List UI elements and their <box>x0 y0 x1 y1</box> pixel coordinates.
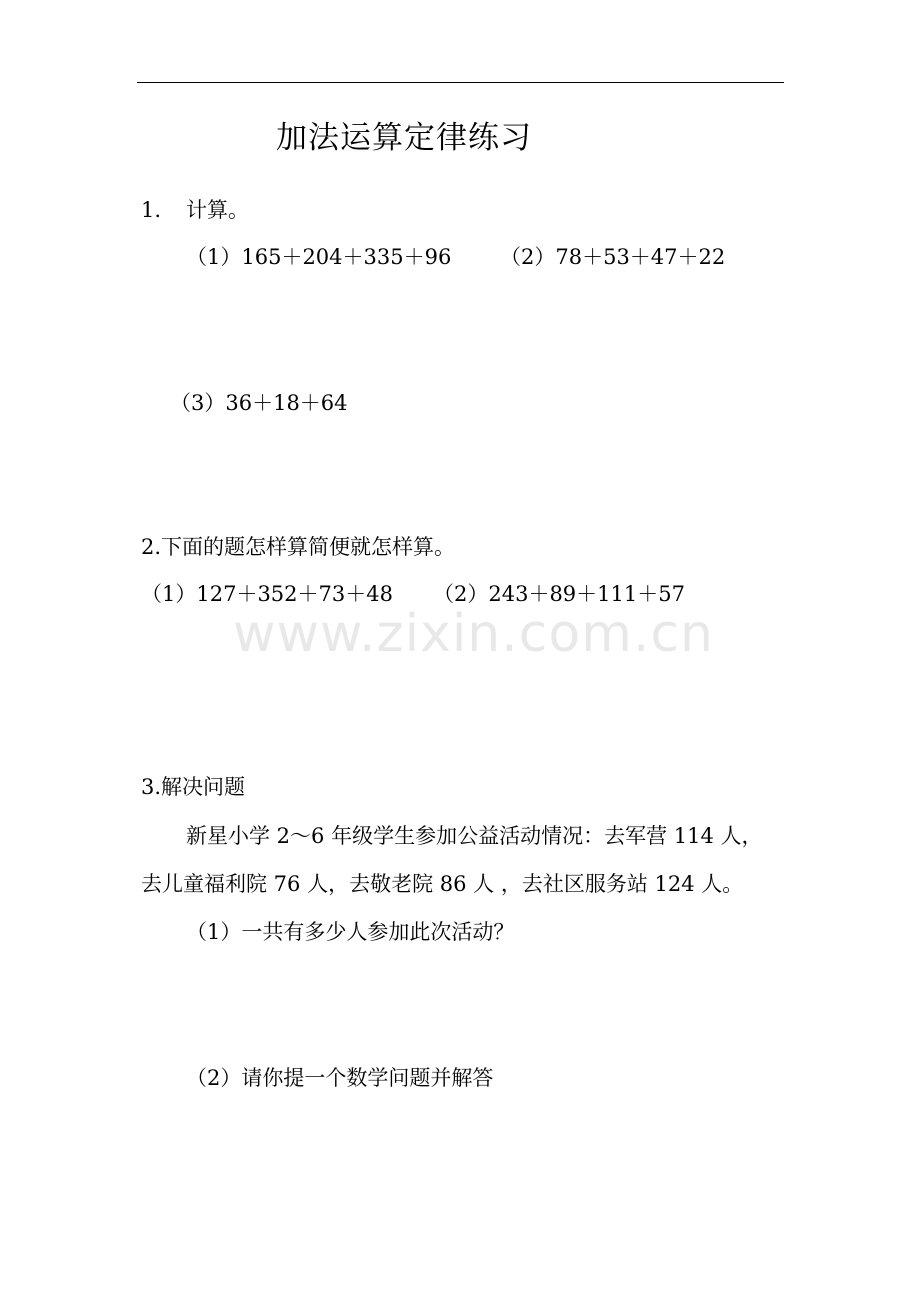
question-1-item-1: （1）165＋204＋335＋96 <box>186 245 452 269</box>
question-2-item-1: （1）127＋352＋73＋48 <box>141 582 393 606</box>
question-3-item-1: （1）一共有多少人参加此次活动？ <box>186 920 515 944</box>
question-1-item-3: （3）36＋18＋64 <box>170 391 348 415</box>
question-3-item-2: （2）请你提一个数学问题并解答 <box>186 1066 494 1090</box>
question-1-item-2: （2）78＋53＋47＋22 <box>500 245 726 269</box>
question-1-heading: 计算。 <box>186 198 249 222</box>
header-rule <box>137 82 784 83</box>
watermark: www.zixin.com.cn <box>233 604 714 664</box>
question-3-paragraph-line-1: 新星小学 2～6 年级学生参加公益活动情况：去军营 114 人， <box>186 824 763 848</box>
question-3-heading: 3.解决问题 <box>141 775 246 799</box>
question-2-item-2: （2）243＋89＋111＋57 <box>433 582 685 606</box>
question-3-paragraph-line-2: 去儿童福利院 76 人，去敬老院 86 人 ，去社区服务站 124 人。 <box>141 872 744 896</box>
question-1-number: 1. <box>141 198 162 222</box>
page-title: 加法运算定律练习 <box>276 120 532 156</box>
question-2-heading: 2.下面的题怎样算简便就怎样算。 <box>141 535 456 559</box>
